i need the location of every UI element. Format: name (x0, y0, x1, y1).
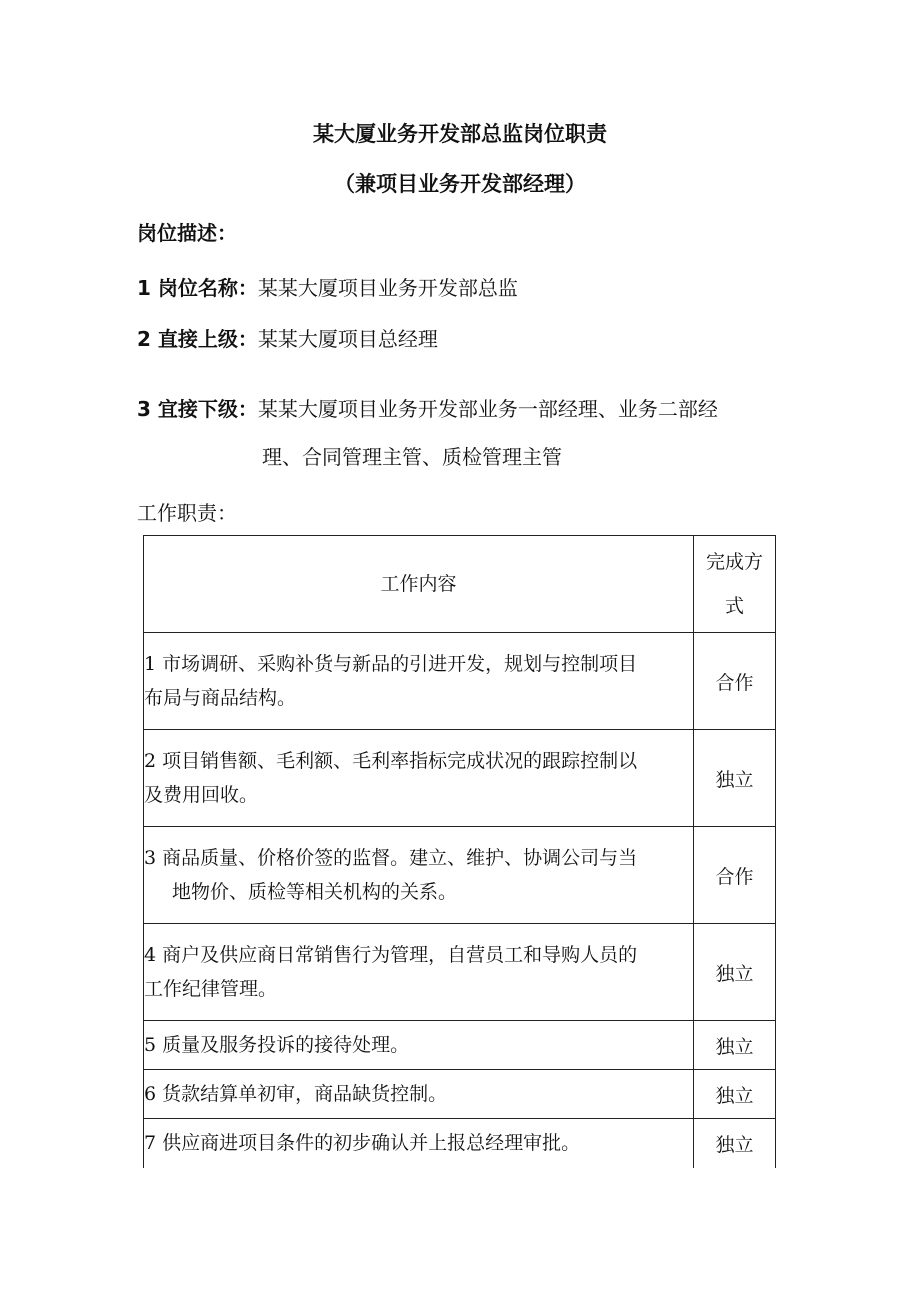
row-content (144, 633, 694, 730)
field-key: 3 宜接下级： (137, 397, 258, 421)
table-row (144, 1119, 776, 1168)
field-direct-superior (137, 323, 438, 352)
table-row (144, 1070, 776, 1119)
row-mode: 独立 (694, 1070, 776, 1119)
row-line: 3 商品质量、价格价签的监督。建立、维护、协调公司与当 (144, 847, 638, 869)
field-value: 某某大厦项目业务开发部业务一部经理、业务二部经 (257, 397, 718, 421)
description-label: 岗位描述： (137, 221, 237, 245)
duties-table (143, 535, 776, 1168)
table-row (144, 827, 776, 924)
row-content: 5 质量及服务投诉的接待处理。 (144, 1021, 694, 1070)
field-key: 2 直接上级： (137, 327, 258, 351)
header-content: 工作内容 (144, 536, 694, 633)
field-continuation: 理、合同管理主管、质检管理主管 (262, 445, 562, 469)
header-mode-line2: 式 (725, 595, 745, 617)
row-mode: 独立 (694, 1021, 776, 1070)
row-line: 2 项目销售额、毛利额、毛利率指标完成状况的跟踪控制以 (144, 750, 638, 772)
table-row (144, 1021, 776, 1070)
header-mode (694, 536, 776, 633)
table-row (144, 924, 776, 1021)
row-mode: 独立 (694, 730, 776, 827)
row-line: 布局与商品结构。 (144, 687, 297, 709)
table-row (144, 633, 776, 730)
duties-label: 工作职责： (137, 501, 237, 525)
row-line: 1 市场调研、采购补货与新品的引进开发，规划与控制项目 (144, 653, 638, 675)
header-mode-line1: 完成方 (706, 551, 764, 573)
table-row (144, 730, 776, 827)
row-content: 6 货款结算单初审，商品缺货控制。 (144, 1070, 694, 1119)
row-line: 地物价、质检等相关机构的关系。 (172, 881, 458, 903)
row-line: 及费用回收。 (144, 784, 259, 806)
document-title: 某大厦业务开发部总监岗位职责 (313, 122, 607, 146)
table-header-row (144, 536, 776, 633)
row-content (144, 730, 694, 827)
row-mode: 合作 (694, 633, 776, 730)
field-direct-subordinate (137, 393, 718, 422)
row-mode: 独立 (694, 1119, 776, 1168)
field-key: 1 岗位名称： (137, 276, 258, 300)
row-line: 4 商户及供应商日常销售行为管理，自营员工和导购人员的 (144, 944, 638, 966)
document-subtitle: （兼项目业务开发部经理） (334, 172, 586, 196)
field-value: 某某大厦项目业务开发部总监 (257, 276, 518, 300)
row-content (144, 924, 694, 1021)
row-content: 7 供应商进项目条件的初步确认并上报总经理审批。 (144, 1119, 694, 1168)
row-content (144, 827, 694, 924)
row-line: 工作纪律管理。 (144, 978, 278, 1000)
row-mode: 独立 (694, 924, 776, 1021)
row-mode: 合作 (694, 827, 776, 924)
field-value: 某某大厦项目总经理 (257, 327, 438, 351)
field-position-name (137, 272, 518, 301)
